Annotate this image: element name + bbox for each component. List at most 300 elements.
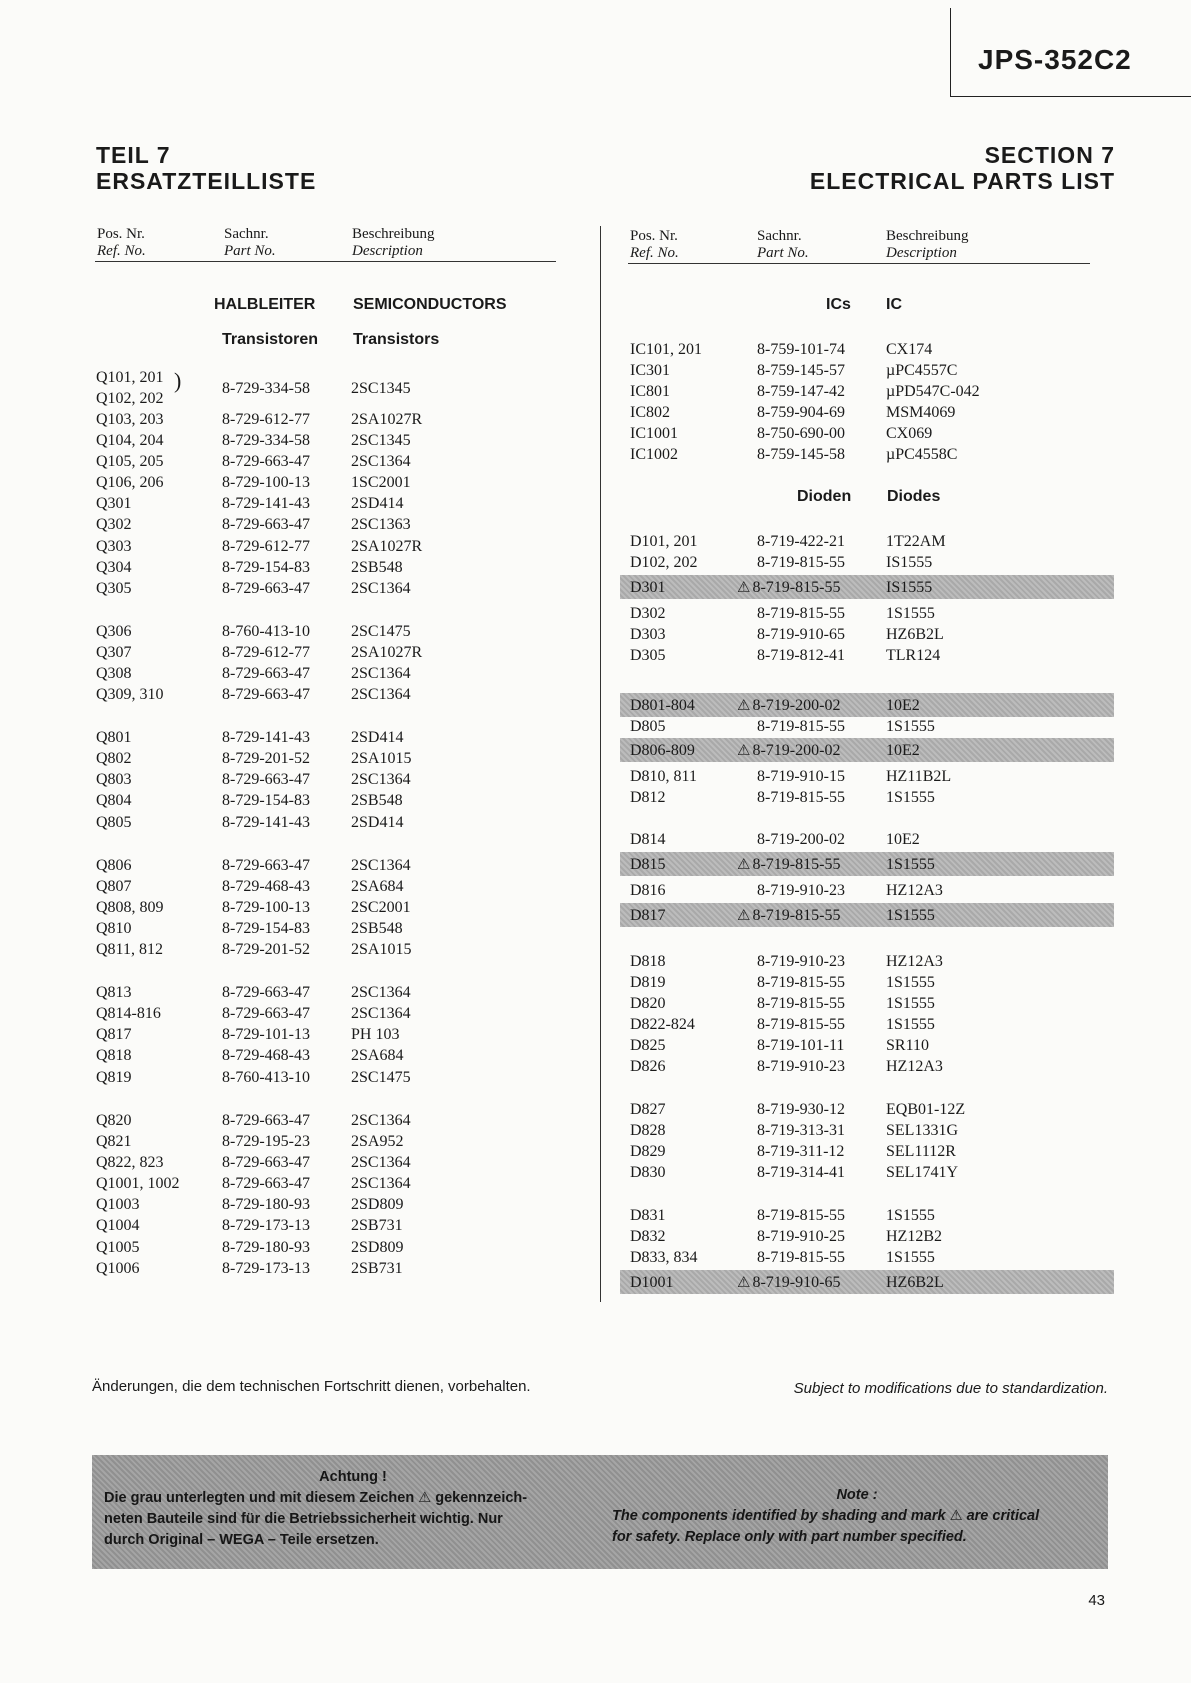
part-no: 8-729-663-47 bbox=[222, 1112, 310, 1129]
description: 1S1555 bbox=[886, 1249, 935, 1266]
group-ics-de: ICs bbox=[826, 296, 851, 313]
description: 1S1555 bbox=[886, 995, 935, 1012]
part-no: 8-729-141-43 bbox=[222, 729, 310, 746]
part-no: 8-729-154-83 bbox=[222, 559, 310, 576]
ref-no: D817 bbox=[630, 907, 666, 924]
col-pos-en: Ref. No. bbox=[97, 243, 146, 259]
part-no: 8-719-815-55 bbox=[757, 1207, 845, 1224]
ref-no: D102, 202 bbox=[630, 554, 698, 571]
part-no: 8-729-195-23 bbox=[222, 1133, 310, 1150]
ref-no: Q808, 809 bbox=[96, 899, 164, 916]
description: SEL1112R bbox=[886, 1143, 956, 1160]
description: SEL1331G bbox=[886, 1122, 958, 1139]
part-no: 8-759-145-57 bbox=[757, 362, 845, 379]
ref-no: D831 bbox=[630, 1207, 666, 1224]
part-no: ⚠ 8-719-815-55 bbox=[737, 854, 840, 876]
description: HZ6B2L bbox=[886, 626, 944, 643]
table-row bbox=[0, 402, 1191, 423]
part-no: 8-729-141-43 bbox=[222, 814, 310, 831]
table-row bbox=[0, 624, 1191, 645]
col-head-pos-left bbox=[97, 226, 146, 260]
description: µPC4557C bbox=[886, 362, 958, 379]
ref-no: IC1001 bbox=[630, 425, 678, 442]
part-no: 8-719-200-02 bbox=[757, 831, 845, 848]
ref-no: Q104, 204 bbox=[96, 432, 164, 449]
ref-no: D815 bbox=[630, 856, 666, 873]
part-no: 8-729-663-47 bbox=[222, 1005, 310, 1022]
part-no: 8-729-663-47 bbox=[222, 857, 310, 874]
part-no: 8-729-173-13 bbox=[222, 1217, 310, 1234]
ref-no: D820 bbox=[630, 995, 666, 1012]
description: IS1555 bbox=[886, 554, 933, 571]
ref-no: D829 bbox=[630, 1143, 666, 1160]
col-part-en-r: Part No. bbox=[757, 245, 809, 261]
ref-no: Q821 bbox=[96, 1133, 132, 1150]
part-no: ⚠ 8-719-200-02 bbox=[737, 740, 840, 762]
description: 2SB548 bbox=[351, 920, 403, 937]
ref-no: Q818 bbox=[96, 1047, 132, 1064]
table-row bbox=[0, 645, 1191, 666]
part-no: 8-729-663-47 bbox=[222, 1154, 310, 1171]
ref-no: Q801 bbox=[96, 729, 132, 746]
col-part-de-r: Sachnr. bbox=[757, 228, 802, 244]
part-no: 8-729-663-47 bbox=[222, 771, 310, 788]
part-no: 8-719-311-12 bbox=[757, 1143, 845, 1160]
section-name-de: ERSATZTEILLISTE bbox=[96, 168, 317, 194]
description: 2SD414 bbox=[351, 729, 404, 746]
ref-no: D833, 834 bbox=[630, 1249, 698, 1266]
ref-no: Q814-816 bbox=[96, 1005, 161, 1022]
description: 2SB731 bbox=[351, 1260, 403, 1277]
description: 2SC1364 bbox=[351, 665, 411, 682]
ref-no: Q817 bbox=[96, 1026, 132, 1043]
table-row bbox=[0, 663, 1191, 684]
table-row bbox=[0, 972, 1191, 993]
part-no: 8-729-663-47 bbox=[222, 1175, 310, 1192]
ref-no: Q105, 205 bbox=[96, 453, 164, 470]
ref-no: Q1005 bbox=[96, 1239, 140, 1256]
ref-no: Q306 bbox=[96, 623, 132, 640]
description: 1S1555 bbox=[886, 856, 935, 873]
description: 2SC1364 bbox=[351, 580, 411, 597]
table-row bbox=[0, 716, 1191, 737]
group-semiconductors-en: SEMICONDUCTORS bbox=[353, 296, 507, 313]
ref-no: D828 bbox=[630, 1122, 666, 1139]
part-no: 8-719-910-23 bbox=[757, 953, 845, 970]
table-row bbox=[0, 1205, 1191, 1226]
part-no: 8-719-815-55 bbox=[757, 718, 845, 735]
part-no: 8-719-910-65 bbox=[757, 626, 845, 643]
ref-no: D816 bbox=[630, 882, 666, 899]
ref-no: D827 bbox=[630, 1101, 666, 1118]
table-row bbox=[0, 577, 1191, 598]
table-row bbox=[0, 1272, 1191, 1293]
ref-no: Q822, 823 bbox=[96, 1154, 164, 1171]
part-no: 8-729-468-43 bbox=[222, 878, 310, 895]
table-row bbox=[0, 787, 1191, 808]
table-row bbox=[0, 951, 1191, 972]
warning-triangle-icon: ⚠ bbox=[737, 698, 751, 714]
part-no: ⚠ 8-719-815-55 bbox=[737, 905, 840, 927]
part-no: 8-760-413-10 bbox=[222, 1069, 310, 1086]
part-no: ⚠ 8-719-815-55 bbox=[737, 577, 840, 599]
part-no: 8-729-101-13 bbox=[222, 1026, 310, 1043]
page-number: 43 bbox=[1088, 1592, 1105, 1609]
table-row bbox=[0, 1162, 1191, 1183]
table-row bbox=[0, 531, 1191, 552]
section-title-de bbox=[96, 142, 316, 194]
part-no: 8-719-815-55 bbox=[757, 605, 845, 622]
part-no: 8-719-815-55 bbox=[757, 1249, 845, 1266]
safety-line-de-3: durch Original – WEGA – Teile ersetzen. bbox=[104, 1532, 379, 1548]
part-no: 8-729-663-47 bbox=[222, 984, 310, 1001]
part-no: 8-729-468-43 bbox=[222, 1047, 310, 1064]
ref-no: IC301 bbox=[630, 362, 670, 379]
description: 2SA684 bbox=[351, 1047, 404, 1064]
ref-no: IC801 bbox=[630, 383, 670, 400]
description: SEL1741Y bbox=[886, 1164, 958, 1181]
part-no: 8-759-147-42 bbox=[757, 383, 845, 400]
part-no: 8-719-815-55 bbox=[757, 554, 845, 571]
description: 2SD414 bbox=[351, 814, 404, 831]
safety-line-en-1: The components identified by shading and mark ⚠ are critical bbox=[612, 1508, 1040, 1524]
part-no: ⚠ 8-719-910-65 bbox=[737, 1272, 840, 1294]
ref-no: Q811, 812 bbox=[96, 941, 163, 958]
modification-note-en: Subject to modifications due to standardization. bbox=[793, 1380, 1108, 1397]
table-row bbox=[0, 854, 1191, 875]
description: 10E2 bbox=[886, 742, 920, 759]
col-head-pos-right bbox=[630, 228, 679, 262]
col-part-en: Part No. bbox=[224, 243, 276, 259]
ref-no: Q819 bbox=[96, 1069, 132, 1086]
ref-no: Q304 bbox=[96, 559, 132, 576]
ref-no: Q308 bbox=[96, 665, 132, 682]
part-no: 8-729-180-93 bbox=[222, 1196, 310, 1213]
part-no: 8-729-663-47 bbox=[222, 665, 310, 682]
part-no: 8-729-180-93 bbox=[222, 1239, 310, 1256]
table-row bbox=[0, 339, 1191, 360]
description: HZ6B2L bbox=[886, 1274, 944, 1291]
part-no: 8-719-313-31 bbox=[757, 1122, 845, 1139]
ref-no: D801-804 bbox=[630, 697, 695, 714]
warning-triangle-icon: ⚠ bbox=[737, 1275, 751, 1291]
description: 2SD809 bbox=[351, 1196, 404, 1213]
table-row bbox=[0, 766, 1191, 787]
part-no: 8-729-334-58 bbox=[222, 380, 310, 397]
group-transistors-de: Transistoren bbox=[222, 331, 319, 348]
ref-no: Q820 bbox=[96, 1112, 132, 1129]
ref-no: Q302 bbox=[96, 516, 132, 533]
col-head-desc-left bbox=[352, 226, 434, 260]
part-no: 8-729-201-52 bbox=[222, 941, 310, 958]
ref-no: Q305 bbox=[96, 580, 132, 597]
description: 2SA1015 bbox=[351, 750, 412, 767]
table-row bbox=[0, 1014, 1191, 1035]
table-row bbox=[0, 1099, 1191, 1120]
ref-no: Q1006 bbox=[96, 1260, 140, 1277]
part-no: 8-719-314-41 bbox=[757, 1164, 845, 1181]
description: 1S1555 bbox=[886, 718, 935, 735]
ref-no: D806-809 bbox=[630, 742, 695, 759]
ref-no: Q303 bbox=[96, 538, 132, 555]
description: 2SB548 bbox=[351, 559, 403, 576]
description: CX069 bbox=[886, 425, 933, 442]
warning-triangle-icon: ⚠ bbox=[737, 908, 751, 924]
group-transistors-en: Transistors bbox=[353, 331, 440, 348]
description: 2SC1345 bbox=[351, 432, 411, 449]
description: 1S1555 bbox=[886, 974, 935, 991]
ref-no: Q101, 201 bbox=[96, 369, 164, 386]
description: HZ12A3 bbox=[886, 1058, 943, 1075]
part-no: 8-759-904-69 bbox=[757, 404, 845, 421]
ref-no: Q804 bbox=[96, 792, 132, 809]
table-row bbox=[0, 423, 1191, 444]
section-number-de: TEIL 7 bbox=[96, 142, 171, 168]
description: µPD547C-042 bbox=[886, 383, 980, 400]
modification-note-de: Änderungen, die dem technischen Fortschritt dienen, vorbehalten. bbox=[92, 1378, 531, 1395]
description: 2SD809 bbox=[351, 1239, 404, 1256]
part-no: 8-729-201-52 bbox=[222, 750, 310, 767]
description: MSM4069 bbox=[886, 404, 956, 421]
description: TLR124 bbox=[886, 647, 941, 664]
description: 2SC1364 bbox=[351, 453, 411, 470]
description: EQB01-12Z bbox=[886, 1101, 966, 1118]
description: 10E2 bbox=[886, 697, 920, 714]
table-row bbox=[0, 1226, 1191, 1247]
col-pos-de-r: Pos. Nr. bbox=[630, 228, 678, 244]
description: 2SD414 bbox=[351, 495, 404, 512]
ref-no: IC101, 201 bbox=[630, 341, 702, 358]
description: 1S1555 bbox=[886, 907, 935, 924]
part-no: 8-729-100-13 bbox=[222, 899, 310, 916]
ref-no: D805 bbox=[630, 718, 666, 735]
part-no: 8-729-154-83 bbox=[222, 920, 310, 937]
part-no: 8-719-815-55 bbox=[757, 789, 845, 806]
table-row bbox=[0, 1247, 1191, 1268]
description: 2SC1364 bbox=[351, 1154, 411, 1171]
part-no: 8-729-612-77 bbox=[222, 538, 310, 555]
description: HZ12A3 bbox=[886, 882, 943, 899]
description: SR110 bbox=[886, 1037, 929, 1054]
part-no: 8-729-612-77 bbox=[222, 644, 310, 661]
table-row bbox=[0, 1035, 1191, 1056]
table-row bbox=[0, 880, 1191, 901]
description: 10E2 bbox=[886, 831, 920, 848]
ref-no: D814 bbox=[630, 831, 666, 848]
ref-no: D819 bbox=[630, 974, 666, 991]
description: µPC4558C bbox=[886, 446, 958, 463]
table-row bbox=[0, 1141, 1191, 1162]
part-no: 8-759-101-74 bbox=[757, 341, 845, 358]
col-desc-en: Description bbox=[352, 243, 423, 259]
left-header-rule bbox=[95, 261, 556, 262]
table-row bbox=[0, 444, 1191, 465]
part-no: 8-750-690-00 bbox=[757, 425, 845, 442]
safety-title-de: Achtung ! bbox=[319, 1469, 387, 1485]
description: 2SC1475 bbox=[351, 623, 411, 640]
ref-no: D301 bbox=[630, 579, 666, 596]
ref-no: D818 bbox=[630, 953, 666, 970]
description: IS1555 bbox=[886, 579, 933, 596]
ref-no: D305 bbox=[630, 647, 666, 664]
col-pos-de: Pos. Nr. bbox=[97, 226, 145, 242]
ref-no: D830 bbox=[630, 1164, 666, 1181]
description: 2SC1364 bbox=[351, 771, 411, 788]
description: 2SC1363 bbox=[351, 516, 411, 533]
ref-no: Q307 bbox=[96, 644, 132, 661]
ref-no: Q802 bbox=[96, 750, 132, 767]
warning-triangle-icon: ⚠ bbox=[737, 743, 751, 759]
table-row bbox=[0, 905, 1191, 926]
part-no: 8-719-815-55 bbox=[757, 995, 845, 1012]
col-pos-en-r: Ref. No. bbox=[630, 245, 679, 261]
part-no: ⚠ 8-719-200-02 bbox=[737, 695, 840, 717]
ref-no: Q1003 bbox=[96, 1196, 140, 1213]
col-head-desc-right bbox=[886, 228, 968, 262]
table-row bbox=[0, 993, 1191, 1014]
section-name-en: ELECTRICAL PARTS LIST bbox=[809, 168, 1115, 194]
ref-no: D1001 bbox=[630, 1274, 674, 1291]
description: 2SC1364 bbox=[351, 1175, 411, 1192]
table-row bbox=[0, 493, 1191, 514]
ref-no: Q106, 206 bbox=[96, 474, 164, 491]
description: 2SA952 bbox=[351, 1133, 404, 1150]
description: PH 103 bbox=[351, 1026, 400, 1043]
ref-no: Q102, 202 bbox=[96, 390, 164, 407]
safety-title-en: Note : bbox=[836, 1487, 878, 1503]
part-no: 8-729-173-13 bbox=[222, 1260, 310, 1277]
safety-line-en-2: for safety. Replace only with part number specified. bbox=[612, 1529, 967, 1545]
description: 2SA684 bbox=[351, 878, 404, 895]
description: 1S1555 bbox=[886, 605, 935, 622]
part-no: 8-760-413-10 bbox=[222, 623, 310, 640]
warning-triangle-icon: ⚠ bbox=[737, 857, 751, 873]
ref-no: D822-824 bbox=[630, 1016, 695, 1033]
group-diodes-de: Dioden bbox=[797, 488, 852, 505]
part-no: 8-719-101-11 bbox=[757, 1037, 845, 1054]
ref-no: Q1001, 1002 bbox=[96, 1175, 180, 1192]
description: CX174 bbox=[886, 341, 933, 358]
description: 2SA1027R bbox=[351, 538, 423, 555]
ref-no: Q806 bbox=[96, 857, 132, 874]
warning-triangle-icon: ⚠ bbox=[737, 580, 751, 596]
ref-no: D832 bbox=[630, 1228, 666, 1245]
right-header-rule bbox=[628, 263, 1090, 264]
part-no: 8-729-663-47 bbox=[222, 516, 310, 533]
ref-no: D812 bbox=[630, 789, 666, 806]
ref-no: D302 bbox=[630, 605, 666, 622]
safety-line-de-2: neten Bauteile sind für die Betriebssicherheit wichtig. Nur bbox=[104, 1511, 503, 1527]
col-head-part-left bbox=[224, 226, 276, 260]
description: 2SC1364 bbox=[351, 686, 411, 703]
ref-no: D826 bbox=[630, 1058, 666, 1075]
description: 2SC1364 bbox=[351, 1112, 411, 1129]
table-row bbox=[0, 472, 1191, 493]
description: 2SC1345 bbox=[351, 380, 411, 397]
table-row bbox=[0, 552, 1191, 573]
description: 2SA1015 bbox=[351, 941, 412, 958]
description: 1SC2001 bbox=[351, 474, 411, 491]
ref-no: D825 bbox=[630, 1037, 666, 1054]
description: 2SC1475 bbox=[351, 1069, 411, 1086]
part-no: 8-719-422-21 bbox=[757, 533, 845, 550]
section-title-en bbox=[810, 142, 1115, 194]
table-row bbox=[0, 360, 1191, 381]
table-row bbox=[0, 740, 1191, 761]
part-no: 8-729-612-77 bbox=[222, 411, 310, 428]
description: 2SA1027R bbox=[351, 644, 423, 661]
group-semiconductors-de: HALBLEITER bbox=[214, 296, 316, 313]
part-no: 8-719-910-25 bbox=[757, 1228, 845, 1245]
part-no: 8-729-663-47 bbox=[222, 580, 310, 597]
ref-no: IC802 bbox=[630, 404, 670, 421]
ref-no: Q805 bbox=[96, 814, 132, 831]
table-row bbox=[0, 1120, 1191, 1141]
ref-no: Q813 bbox=[96, 984, 132, 1001]
col-desc-en-r: Description bbox=[886, 245, 957, 261]
section-number-en: SECTION 7 bbox=[984, 142, 1115, 168]
description: 1T22AM bbox=[886, 533, 946, 550]
col-desc-de: Beschreibung bbox=[352, 226, 435, 242]
description: 2SC2001 bbox=[351, 899, 411, 916]
part-no: 8-729-334-58 bbox=[222, 432, 310, 449]
part-no: 8-759-145-58 bbox=[757, 446, 845, 463]
part-no: 8-729-663-47 bbox=[222, 686, 310, 703]
ref-no: Q103, 203 bbox=[96, 411, 164, 428]
table-row bbox=[0, 381, 1191, 402]
col-desc-de-r: Beschreibung bbox=[886, 228, 969, 244]
ref-no: Q1004 bbox=[96, 1217, 140, 1234]
table-row bbox=[0, 829, 1191, 850]
ref-no: D101, 201 bbox=[630, 533, 698, 550]
ref-no: Q301 bbox=[96, 495, 132, 512]
part-no: 8-729-663-47 bbox=[222, 453, 310, 470]
description: 1S1555 bbox=[886, 1016, 935, 1033]
col-part-de: Sachnr. bbox=[224, 226, 269, 242]
ref-no: Q803 bbox=[96, 771, 132, 788]
part-no: 8-729-100-13 bbox=[222, 474, 310, 491]
ref-no: Q309, 310 bbox=[96, 686, 164, 703]
table-row bbox=[0, 1056, 1191, 1077]
part-no: 8-719-815-55 bbox=[757, 1016, 845, 1033]
description: 2SB731 bbox=[351, 1217, 403, 1234]
description: HZ12A3 bbox=[886, 953, 943, 970]
ref-no: Q807 bbox=[96, 878, 132, 895]
part-no: 8-729-141-43 bbox=[222, 495, 310, 512]
description: 1S1555 bbox=[886, 1207, 935, 1224]
safety-notice-en bbox=[612, 1485, 1102, 1548]
safety-line-de-1: Die grau unterlegten und mit diesem Zeichen ⚠ gekennzeich- bbox=[104, 1490, 528, 1506]
description: 2SC1364 bbox=[351, 1005, 411, 1022]
ref-no: D810, 811 bbox=[630, 768, 697, 785]
part-no: 8-719-815-55 bbox=[757, 974, 845, 991]
model-number: JPS-352C2 bbox=[978, 44, 1132, 75]
ref-no: Q810 bbox=[96, 920, 132, 937]
part-no: 8-719-910-23 bbox=[757, 882, 845, 899]
part-no: 8-719-930-12 bbox=[757, 1101, 845, 1118]
ref-no: D303 bbox=[630, 626, 666, 643]
part-no: 8-719-812-41 bbox=[757, 647, 845, 664]
description: 2SA1027R bbox=[351, 411, 423, 428]
description: 2SC1364 bbox=[351, 984, 411, 1001]
group-diodes-en: Diodes bbox=[887, 488, 941, 505]
description: 2SB548 bbox=[351, 792, 403, 809]
table-row bbox=[0, 603, 1191, 624]
part-no: 8-719-910-15 bbox=[757, 768, 845, 785]
table-row bbox=[0, 695, 1191, 716]
ref-no: IC1002 bbox=[630, 446, 678, 463]
safety-notice-de bbox=[104, 1467, 602, 1551]
